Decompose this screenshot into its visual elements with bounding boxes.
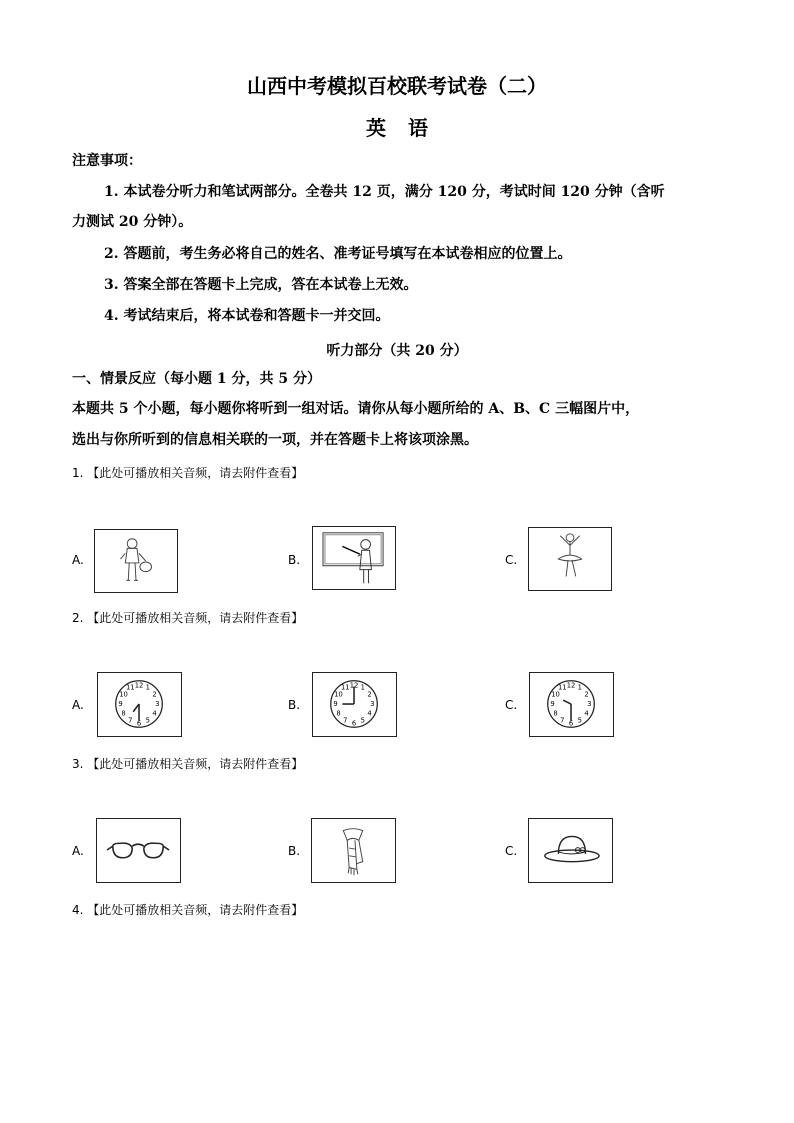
question-4-label: 4. 【此处可播放相关音频，请去附件查看】 [72, 903, 304, 917]
instructions-line-2: 选出与你所听到的信息相关联的一项，并在答题卡上将该项涂黑。 [72, 432, 478, 448]
instructions-line-1: 本题共 5 个小题，每小题你将听到一组对话。请你从每小题所给的 A、B、C 三幅图片中， [72, 401, 640, 417]
girl-with-bag-icon[interactable] [94, 529, 178, 593]
hat-icon[interactable] [528, 818, 613, 883]
svg-text:11: 11 [340, 683, 350, 692]
notice-item-4: 4. 考试结束后，将本试卷和答题卡一并交回。 [104, 308, 390, 324]
svg-text:12: 12 [134, 681, 144, 690]
q1-option-b-letter: B. [288, 553, 301, 567]
q3-option-b-letter: B. [288, 844, 301, 858]
part-title: 一、情景反应（每小题 1 分，共 5 分） [72, 371, 321, 387]
q2-option-a-letter: A. [72, 698, 84, 712]
svg-text:2: 2 [367, 690, 372, 699]
svg-text:5: 5 [360, 716, 365, 725]
svg-text:11: 11 [557, 683, 567, 692]
notice-item-2: 2. 答题前，考生务必将自己的姓名、准考证号填写在本试卷相应的位置上。 [104, 246, 572, 262]
q1-option-c-letter: C. [505, 553, 518, 567]
glasses-icon[interactable] [96, 818, 181, 883]
svg-text:4: 4 [367, 709, 372, 718]
question-3-label: 3. 【此处可播放相关音频，请去附件查看】 [72, 757, 304, 771]
svg-text:10: 10 [119, 690, 128, 699]
svg-text:3: 3 [587, 699, 592, 708]
svg-text:1: 1 [145, 683, 150, 692]
q2-option-c-letter: C. [505, 698, 518, 712]
svg-text:12: 12 [349, 681, 359, 690]
notice-heading: 注意事项： [72, 153, 142, 169]
q1-option-a-letter: A. [72, 553, 84, 567]
exam-title: 山西中考模拟百校联考试卷（二） [247, 74, 547, 98]
svg-text:8: 8 [336, 709, 341, 718]
svg-text:12: 12 [566, 681, 576, 690]
svg-text:3: 3 [370, 699, 375, 708]
svg-text:10: 10 [551, 690, 560, 699]
svg-text:5: 5 [577, 716, 582, 725]
teacher-at-blackboard-icon[interactable] [312, 526, 396, 590]
svg-text:4: 4 [584, 709, 589, 718]
svg-text:9: 9 [550, 699, 555, 708]
q3-option-c-letter: C. [505, 844, 518, 858]
svg-text:7: 7 [128, 716, 133, 725]
svg-text:1: 1 [360, 683, 365, 692]
clock-icon[interactable] [97, 672, 182, 737]
svg-text:9: 9 [118, 699, 123, 708]
notice-item-1: 1. 本试卷分听力和笔试两部分。全卷共 12 页，满分 120 分，考试时间 120 分钟（含听 [104, 184, 665, 200]
svg-text:8: 8 [553, 709, 558, 718]
svg-text:6: 6 [351, 719, 357, 728]
clock-icon[interactable] [312, 672, 397, 737]
svg-text:2: 2 [584, 690, 589, 699]
scarf-icon[interactable] [311, 818, 396, 883]
question-2-label: 2. 【此处可播放相关音频，请去附件查看】 [72, 611, 304, 625]
q2-option-b-letter: B. [288, 698, 301, 712]
notice-item-1-cont: 力测试 20 分钟）。 [72, 214, 193, 230]
question-1-label: 1. 【此处可播放相关音频，请去附件查看】 [72, 466, 304, 480]
notice-item-3: 3. 答案全部在答题卡上完成，答在本试卷上无效。 [104, 277, 418, 293]
svg-text:11: 11 [125, 683, 135, 692]
section-title: 听力部分（共 20 分） [326, 343, 468, 359]
svg-text:3: 3 [155, 699, 160, 708]
svg-text:2: 2 [152, 690, 157, 699]
svg-text:1: 1 [577, 683, 582, 692]
svg-text:8: 8 [121, 709, 126, 718]
svg-text:10: 10 [334, 690, 343, 699]
svg-text:6: 6 [568, 719, 574, 728]
svg-text:6: 6 [136, 719, 142, 728]
svg-text:5: 5 [145, 716, 150, 725]
q3-option-a-letter: A. [72, 844, 84, 858]
svg-text:4: 4 [152, 709, 157, 718]
svg-text:7: 7 [343, 716, 348, 725]
exam-subject: 英语 [366, 116, 450, 140]
svg-text:7: 7 [560, 716, 565, 725]
clock-icon[interactable] [529, 672, 614, 737]
ballet-dancer-icon[interactable] [528, 527, 612, 591]
svg-text:9: 9 [333, 699, 338, 708]
